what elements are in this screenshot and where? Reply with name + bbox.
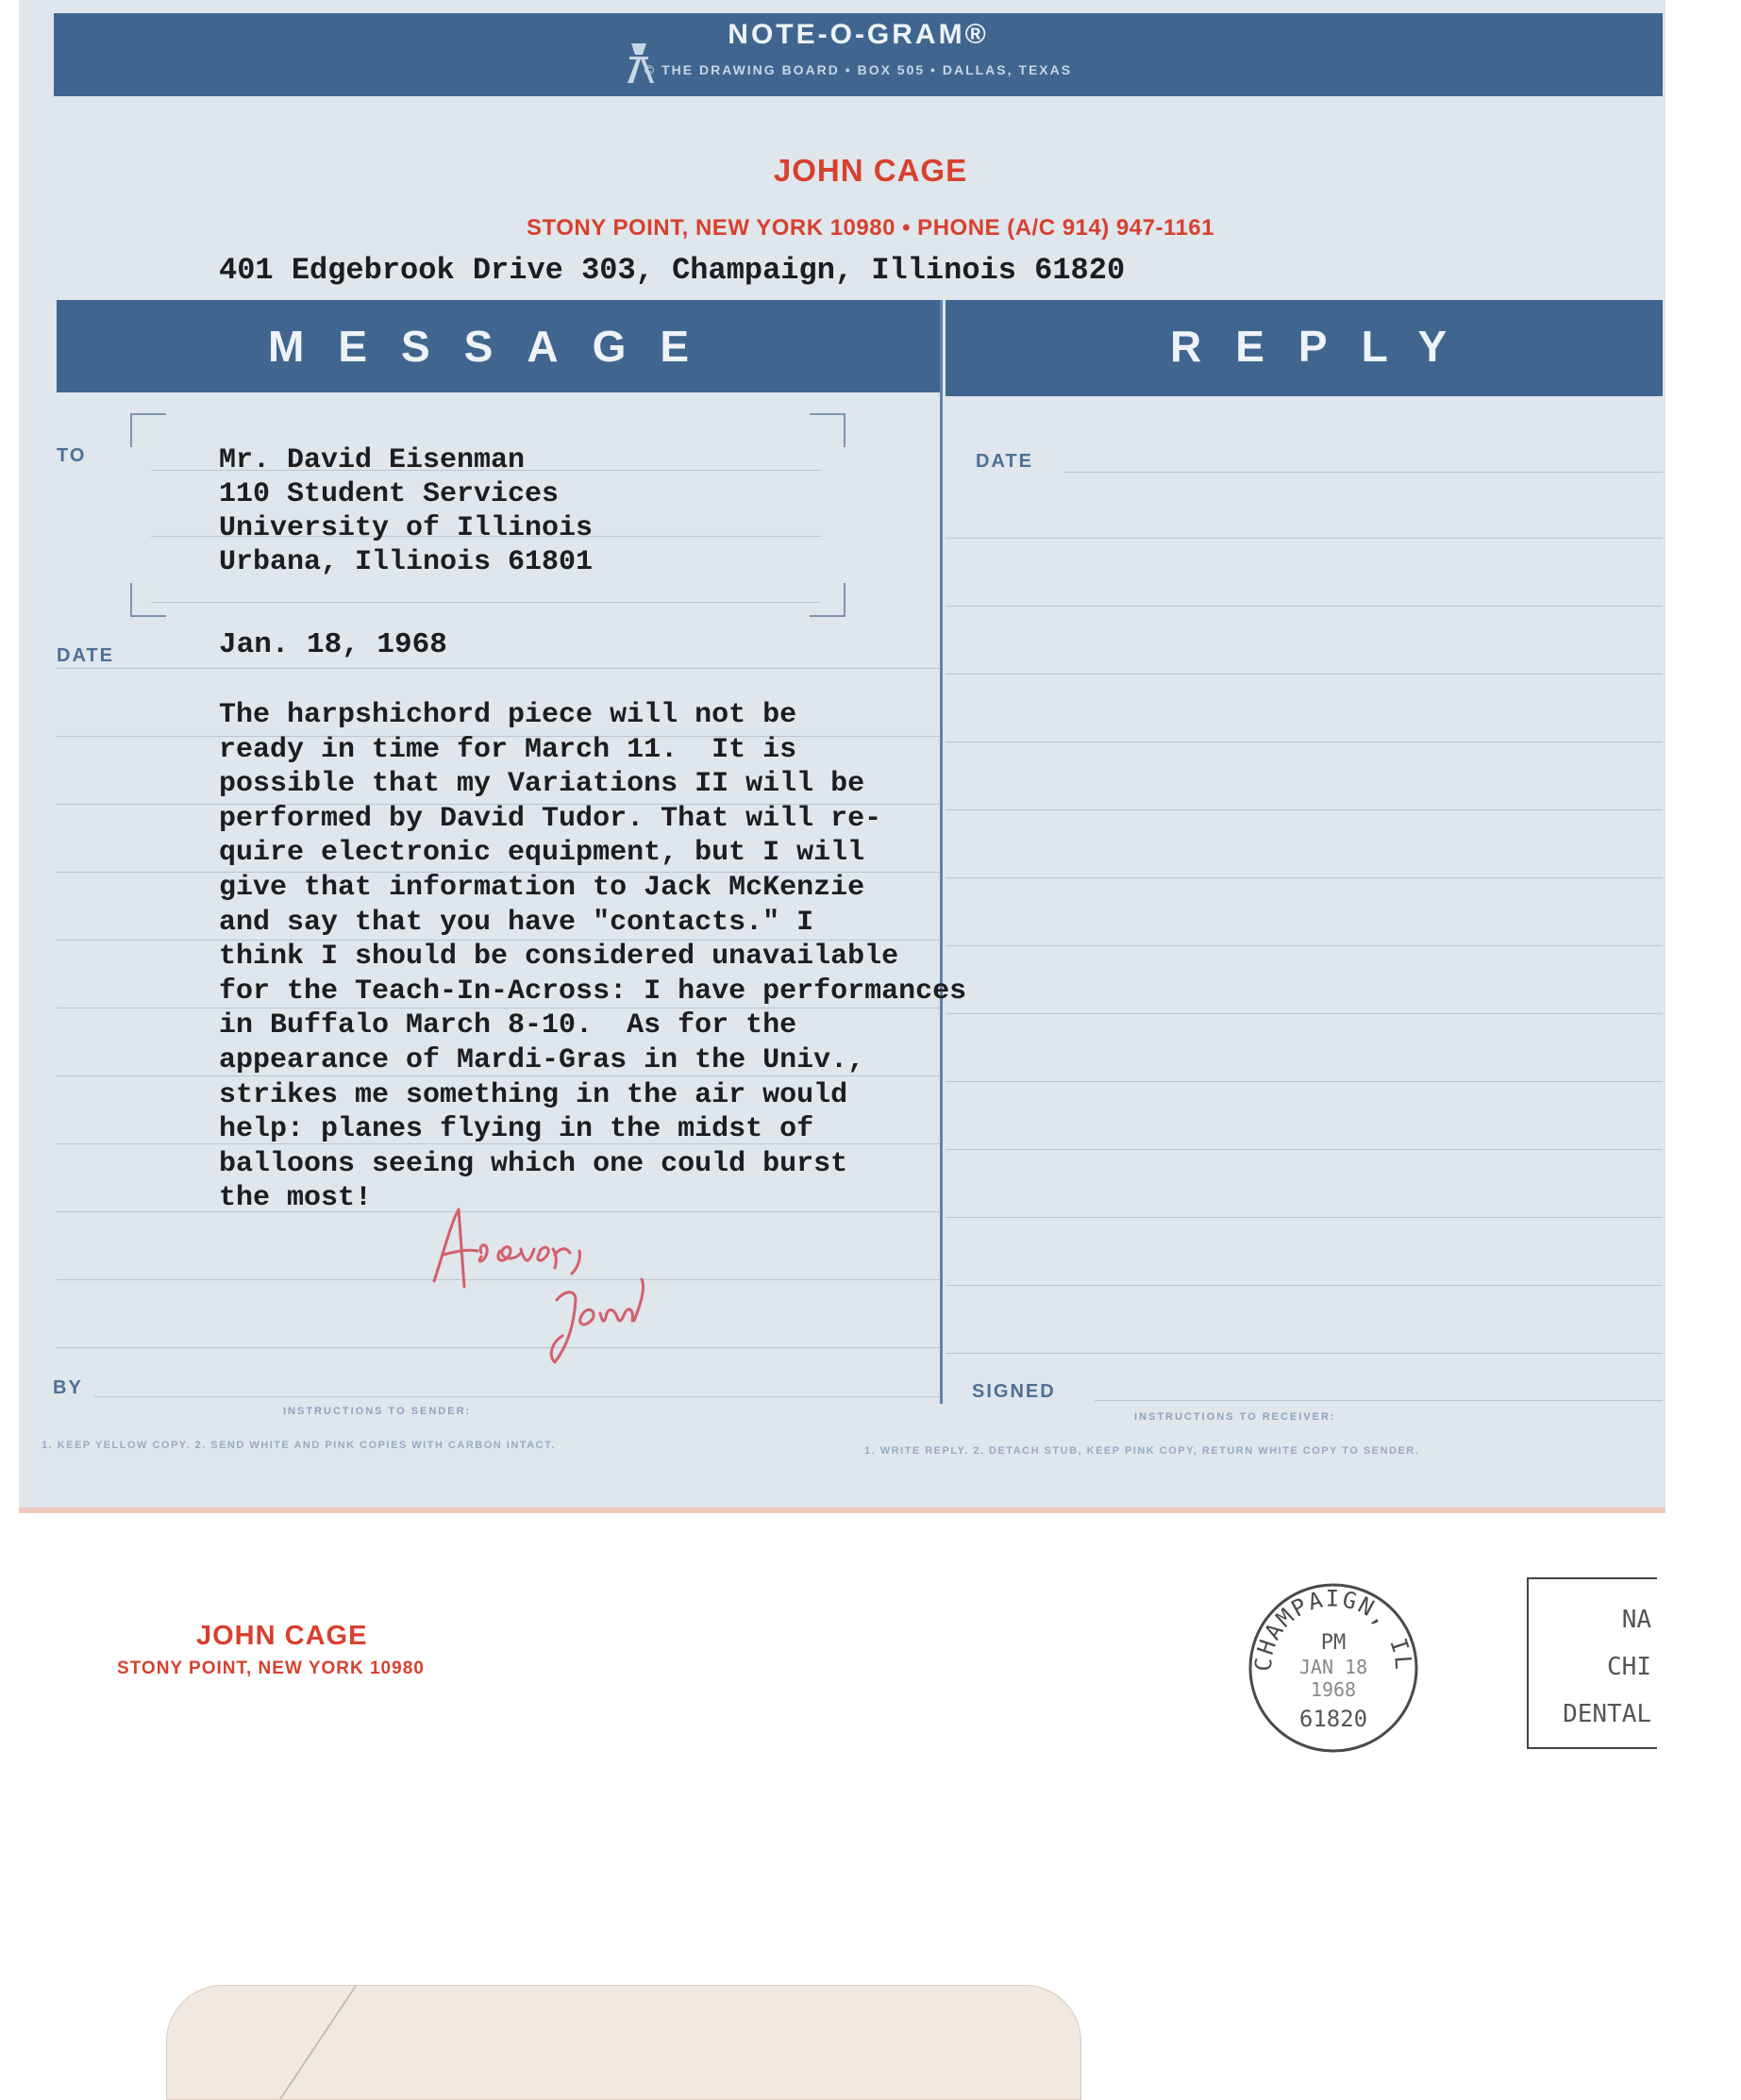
envelope-return-name: JOHN CAGE <box>196 1621 368 1651</box>
recipient-line: Urbana, Illinois 61801 <box>219 546 594 578</box>
postmark-year: 1968 <box>1310 1678 1357 1701</box>
letterhead-name: JOHN CAGE <box>773 153 968 188</box>
instructions-sender-heading: INSTRUCTIONS TO SENDER: <box>283 1406 472 1417</box>
postmark-time: PM <box>1320 1631 1347 1655</box>
typed-return-address: 401 Edgebrook Drive 303, Champaign, Illinois 61820 <box>219 253 1126 288</box>
flap-crease <box>167 1986 1080 2099</box>
label-reply-date: DATE <box>976 451 1033 472</box>
recipient-line: 110 Student Services <box>219 478 560 510</box>
recipient-line: Mr. David Eisenman <box>219 444 526 476</box>
meter-line: NA <box>1621 1606 1651 1634</box>
instructions-receiver-heading: INSTRUCTIONS TO RECEIVER: <box>1134 1411 1336 1423</box>
label-date: DATE <box>57 645 114 666</box>
postage-meter-fragment <box>1527 1577 1657 1749</box>
brand-title: NOTE-O-GRAM® <box>728 19 989 50</box>
message-band <box>57 300 942 392</box>
instructions-receiver: 1. WRITE REPLY. 2. DETACH STUB, KEEP PINK COPY, RETURN WHITE COPY TO SENDER. <box>864 1445 1420 1457</box>
postmark-date: JAN 18 <box>1298 1656 1368 1678</box>
envelope-return-address: STONY POINT, NEW YORK 10980 <box>117 1658 425 1678</box>
message-title: MESSAGE <box>268 322 724 371</box>
meter-line: DENTAL <box>1563 1700 1651 1728</box>
recipient-address <box>219 443 593 579</box>
reply-band <box>946 300 1663 396</box>
reply-title: REPLY <box>1170 322 1482 371</box>
carbon-edge <box>19 1508 1666 1513</box>
publisher-line: © THE DRAWING BOARD • BOX 505 • DALLAS, TEXAS <box>644 62 1073 77</box>
handwritten-signature <box>415 1196 679 1375</box>
instructions-sender: 1. KEEP YELLOW COPY. 2. SEND WHITE AND PINK COPIES WITH CARBON INTACT. <box>42 1440 556 1451</box>
label-signed: SIGNED <box>972 1381 1056 1402</box>
form-header-band <box>54 13 1663 96</box>
postmark-city: CHAMPAIGN, IL <box>1249 1585 1417 1673</box>
label-to: TO <box>57 445 87 466</box>
postmark-zip: 61820 <box>1298 1706 1368 1732</box>
label-by: BY <box>53 1377 83 1398</box>
meter-line: CHI <box>1607 1653 1651 1681</box>
postmark-stamp <box>1244 1574 1423 1753</box>
message-date: Jan. 18, 1968 <box>219 628 447 661</box>
recipient-line: University of Illinois <box>219 512 594 544</box>
letterhead-address: STONY POINT, NEW YORK 10980 • PHONE (A/C 914) 947-1161 <box>526 215 1214 241</box>
envelope-window-flap <box>166 1985 1081 2100</box>
message-body: The harpshichord piece will not be ready in time for March 11. It is possible that my Variations II will be performed by David Tudor. That will re- quire electronic equipment, but I will give that information to Jack McKenzie and say that you have "contacts." I think I should be considered unavailable for the Teach-In-Across: I have performances in Buffalo March 8-10. As for the appearance of Mardi-Gras in the Univ., strikes me something in the air would help: planes flying in the midst of balloons seeing which one could burst the most! <box>219 699 967 1215</box>
